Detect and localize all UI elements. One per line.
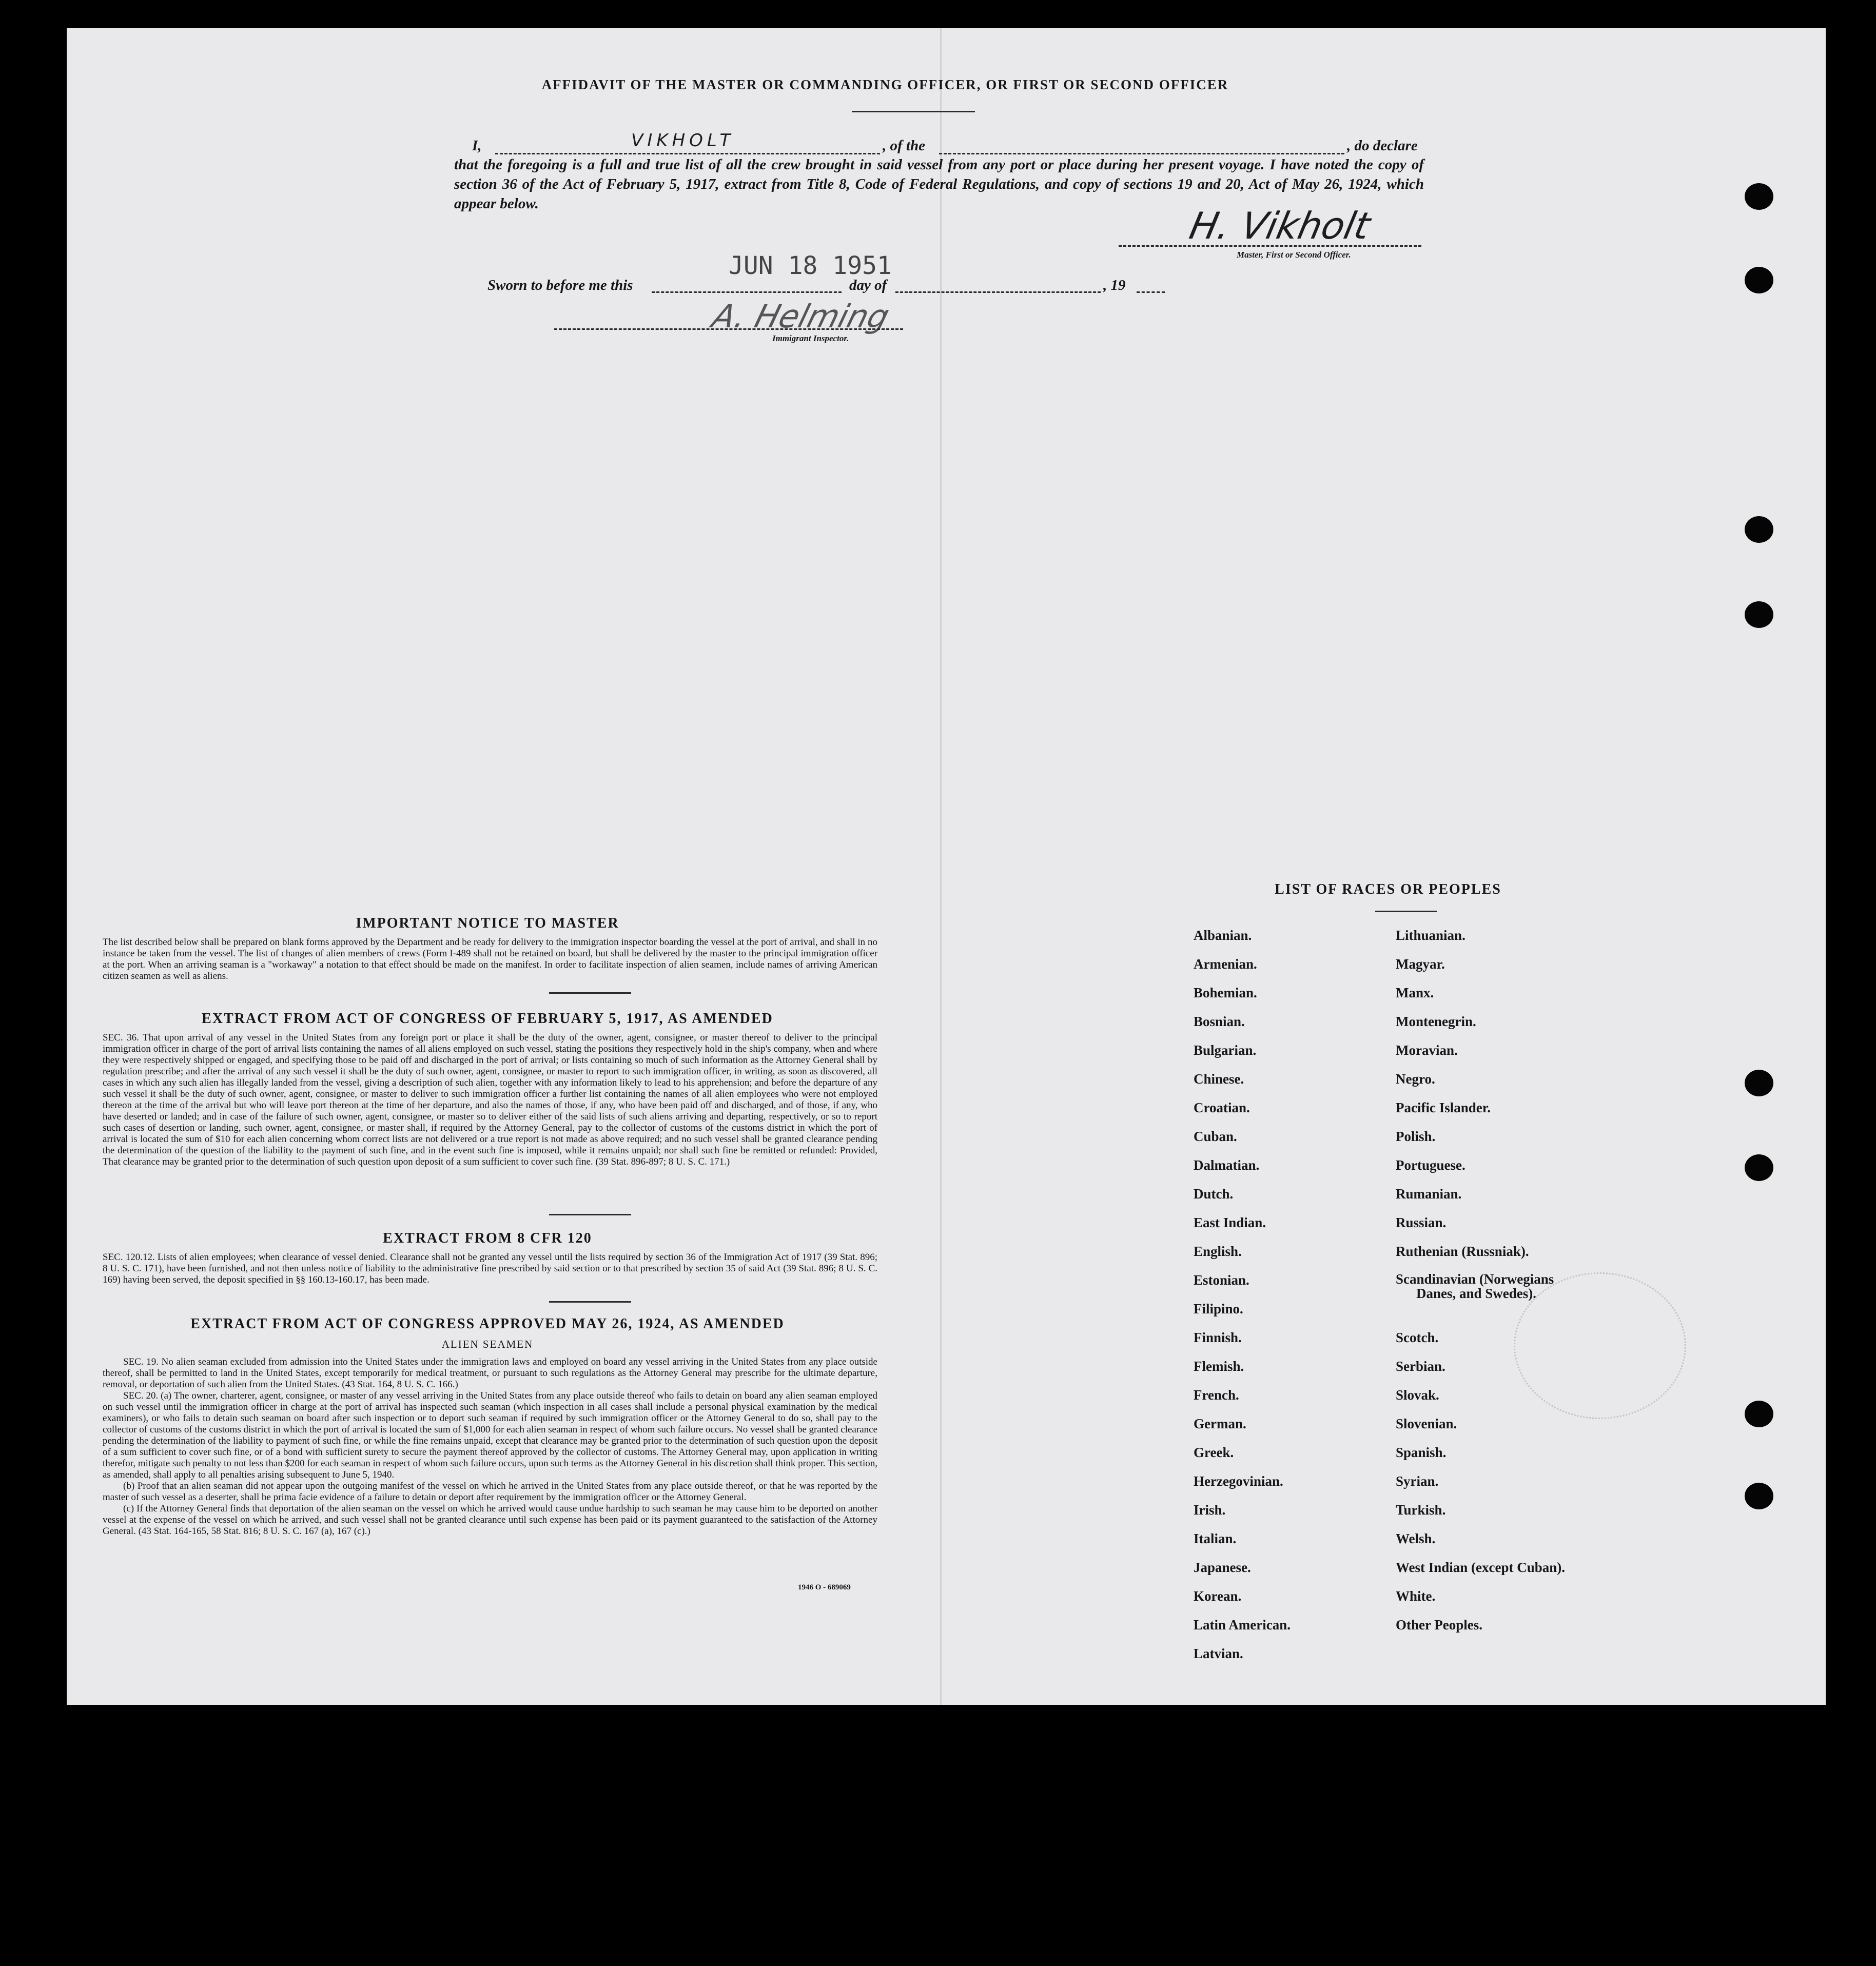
master-signature: H. Vikholt [1186, 204, 1374, 247]
declarant-prefix: I, [472, 137, 482, 154]
extract-1917-title: EXTRACT FROM ACT OF CONGRESS OF FEBRUARY 5, 1917, AS AMENDED [202, 1011, 773, 1027]
race-item: Latin American. [1194, 1617, 1291, 1633]
race-item: Bohemian. [1194, 985, 1257, 1000]
signature-caption: Master, First or Second Officer. [1237, 250, 1351, 260]
declarant-line [495, 153, 880, 154]
punch-hole [1745, 1483, 1773, 1509]
signature-line [1119, 245, 1421, 247]
sworn-month-line [895, 291, 1101, 293]
race-item: Herzegovinian. [1194, 1473, 1283, 1489]
punch-hole [1745, 516, 1773, 543]
race-item: French. [1194, 1387, 1239, 1403]
punch-hole [1745, 601, 1773, 628]
race-item: Bulgarian. [1194, 1043, 1257, 1058]
section-20a-text: SEC. 20. (a) The owner, charterer, agent, consignee, or master of any vessel arriving in the United States from any place outside thereof who fails to detain on board any alien seaman employed on such vessel until the immigration officer in charge at the port of arrival has inspected such seaman (which inspection in all cases shall include a personal physical examination by the medical examiners), or who fails to detain such seaman on board after such inspection or to deport such seaman if required by such immigration officer or the Attorney General to do so, shall pay to the collector of customs of the customs district in which the port of arrival is located the sum of $1,000 for each alien seaman in respect of whom such failure occurs. No vessel shall be granted clearance pending the determination of the liability to payment of such fine, or while the fine remains unpaid, except that clearance may be granted prior to the determination of such question upon the deposit of a sum sufficient to cover such fine, or of a bond with sufficient surety to secure the payment thereof approved by the collector of customs. The Attorney General may, upon application in writing therefor, mitigate such penalty to not less than $200 for each seaman in respect of whom such failure occurs, upon such terms as the Attorney General in his discretion shall think proper. This section, as amended, shall apply to all penalties arising subsequent to June 5, 1940. [103, 1390, 877, 1480]
inspector-caption: Immigrant Inspector. [772, 333, 849, 343]
race-item: Spanish. [1396, 1445, 1447, 1460]
race-item: Filipino. [1194, 1301, 1243, 1316]
race-item: Finnish. [1194, 1330, 1242, 1345]
race-item: Manx. [1396, 985, 1434, 1000]
race-item: East Indian. [1194, 1215, 1266, 1230]
race-item: Cuban. [1194, 1129, 1237, 1144]
inspector-signature: A. Helming [708, 298, 894, 335]
of-the-label: , of the [883, 137, 925, 154]
race-item: Korean. [1194, 1588, 1242, 1604]
race-item: Scandinavian (Norwegians [1396, 1271, 1554, 1287]
race-item: Rumanian. [1396, 1186, 1462, 1202]
race-item: Russian. [1396, 1215, 1447, 1230]
extract-cfr-body: SEC. 120.12. Lists of alien employees; when clearance of vessel denied. Clearance shall not be granted any vessel until the lists required by section 36 of the Immigration Act of 1917 (39 Stat. 896; 8 U. S. C. 171), have been furnished, and not then unless notice of liability to the administrative fine prescribed by said section or to that prescribed by section 35 of said Act (39 Stat. 896; 8 U. S. C. 169) having been served, the deposit specified in §§ 160.13-160.17, has been made. [103, 1252, 877, 1285]
vessel-line [939, 153, 1344, 154]
year-prefix: , 19 [1103, 277, 1126, 293]
race-item: Dutch. [1194, 1186, 1234, 1202]
race-item: Armenian. [1194, 956, 1257, 972]
race-item: Negro. [1396, 1071, 1435, 1087]
punch-hole [1745, 183, 1773, 210]
inspector-line [554, 328, 903, 330]
section-19-text: SEC. 19. No alien seaman excluded from admission into the United States under the immigration laws and employed on board any vessel arriving in the United States from any place outside thereof, shall be permitted to land in the United States, except temporarily for medical treatment, or pursuant to such regulations as the Attorney General may prescribe for the ultimate departure, removal, or deportation of such alien from the United States. (43 Stat. 164, 8 U. S. C. 166.) [103, 1356, 877, 1390]
race-item: English. [1194, 1244, 1242, 1259]
extract-1924-title: EXTRACT FROM ACT OF CONGRESS APPROVED MAY 26, 1924, AS AMENDED [190, 1316, 785, 1332]
punch-hole [1745, 1401, 1773, 1427]
race-item: Serbian. [1396, 1359, 1445, 1374]
races-rule [1375, 911, 1437, 912]
race-item: Irish. [1194, 1502, 1226, 1518]
section-20b-text: (b) Proof that an alien seaman did not appear upon the outgoing manifest of the vessel on which he arrived in the United States from any place outside thereof, or that he was reported by the master of such vessel as a deserter, shall be prima facie evidence of a failure to detain or deport after requirement by the immigration officer or the Attorney General. [103, 1481, 877, 1503]
race-item: Other Peoples. [1396, 1617, 1482, 1633]
race-item: Dalmatian. [1194, 1157, 1260, 1173]
race-item: Turkish. [1396, 1502, 1446, 1518]
race-item: Pacific Islander. [1396, 1100, 1491, 1115]
race-item: Polish. [1396, 1129, 1436, 1144]
extract-1917-body: SEC. 36. That upon arrival of any vessel in the United States from any foreign port or place it shall be the duty of the owner, agent, consignee, or master thereof to deliver to the principal immigration officer in charge of the port of arrival lists containing the names of all aliens employed on such vessel, stating the positions they respectively hold in the ship's company, when and where they were respectively shipped or engaged, and specifying those to be paid off and discharged in the port of arrival; or lists containing so much of such information as the Attorney General shall by regulation prescribe; and after the arrival of any such vessel it shall be the duty of such owner, agent, consignee, or master to report to such immigration officer, in writing, as soon as discovered, all cases in which any such alien has illegally landed from the vessel, giving a description of such alien, together with any information likely to lead to his apprehension; and before the departure of any such vessel it shall be the duty of such owner, agent, consignee, or master to deliver to such immigration officer a further list containing the names of all alien employees who were not employed thereon at the time of the arrival but who will leave port thereon at the time of her departure, and also the names of those, if any, who have been paid off and discharged, and of those, if any, who have deserted or landed; and in case of the failure of such owner, agent, consignee, or master so to deliver either of the said lists of such aliens arriving and departing, respectively, or so to report such cases of desertion or landing, such owner, agent, consignee, or master shall, if required by the Attorney General, pay to the collector of customs of the customs district in which the port of arrival is located the sum of $10 for each alien concerning whom correct lists are not delivered or a true report is not made as above required; and no such vessel shall be granted clearance pending the determination of the question of the liability to the payment of such fine, and in the event such fine is imposed, while it remains unpaid; nor shall such fine be remitted or refunded: Provided, That clearance may be granted prior to the determination of such question upon deposit of a sum sufficient to cover such fine. (39 Stat. 896-897; 8 U. S. C. 171.) [103, 1032, 877, 1167]
race-item: Slovak. [1396, 1387, 1439, 1403]
race-item: Croatian. [1194, 1100, 1250, 1115]
race-item: Greek. [1194, 1445, 1234, 1460]
page-fold [940, 28, 942, 1705]
races-title: LIST OF RACES OR PEOPLES [1275, 881, 1501, 897]
race-item: Moravian. [1396, 1043, 1458, 1058]
notice-rule [549, 992, 631, 994]
race-item: Italian. [1194, 1531, 1237, 1546]
race-item: Magyar. [1396, 956, 1445, 972]
race-item: Portuguese. [1396, 1157, 1465, 1173]
race-item: Ruthenian (Russniak). [1396, 1244, 1529, 1259]
race-item: Chinese. [1194, 1071, 1244, 1087]
race-item: Latvian. [1194, 1646, 1243, 1661]
race-item: Scotch. [1396, 1330, 1439, 1345]
race-item: West Indian (except Cuban). [1396, 1560, 1566, 1575]
punch-hole [1745, 267, 1773, 293]
race-item: Slovenian. [1396, 1416, 1457, 1431]
day-of-label: day of [849, 277, 887, 293]
date-stamp: JUN 18 1951 [729, 251, 892, 280]
race-item: Montenegrin. [1396, 1014, 1476, 1029]
sworn-day-line [652, 291, 842, 293]
extract-1917-rule [549, 1214, 631, 1215]
punch-hole [1745, 1154, 1773, 1181]
race-item: Albanian. [1194, 928, 1252, 943]
do-declare-label: , do declare [1347, 137, 1418, 154]
race-item: Welsh. [1396, 1531, 1436, 1546]
race-item: Estonian. [1194, 1272, 1249, 1288]
race-item: Syrian. [1396, 1473, 1439, 1489]
title-rule [852, 111, 975, 112]
race-item: Bosnian. [1194, 1014, 1245, 1029]
punch-hole [1745, 1070, 1773, 1096]
race-item: German. [1194, 1416, 1246, 1431]
print-code: 1946 O - 689069 [798, 1583, 851, 1591]
notice-title: IMPORTANT NOTICE TO MASTER [356, 915, 619, 931]
extract-1924-body [103, 1356, 877, 1537]
notice-body: The list described below shall be prepared on blank forms approved by the Department and be ready for delivery to the immigration inspector boarding the vessel at the port of arrival, and shall in no instance be taken from the vessel. The list of changes of alien members of crews (Form I-489 shall not be retained on board, but shall be delivered by the master to the principal immigration officer at the port. When an arriving seaman is a "workaway" a notation to that effect should be made on the manifest. In order to facilitate inspection of alien seamen, include names of arriving American citizen seamen as well as aliens. [103, 937, 877, 981]
affidavit-body: that the foregoing is a full and true list of all the crew brought in said vessel from any port or place during her present voyage. I have noted the copy of section 36 of the Act of February 5, 1917, extract from Title 8, Code of Federal Regulations, and copy of sections 19 and 20, Act of May 26, 1924, which appear below. [454, 156, 1424, 212]
race-item: White. [1396, 1588, 1436, 1604]
section-20c-text: (c) If the Attorney General finds that deportation of the alien seaman on the vessel on which he arrived would cause undue hardship to such seaman he may cause him to be deported on another vessel at the expense of the vessel on which he arrived, and such vessel shall not be granted clearance until such expense has been paid or its payment guaranteed to the satisfaction of the Attorney General. (43 Stat. 164-165, 58 Stat. 816; 8 U. S. C. 167 (a), 167 (c).) [103, 1503, 877, 1537]
race-item: Lithuanian. [1396, 928, 1465, 943]
faded-seal-stamp [1514, 1272, 1686, 1419]
extract-cfr-rule [549, 1301, 631, 1303]
year-line [1137, 291, 1165, 293]
race-item: Japanese. [1194, 1560, 1251, 1575]
declarant-name: VIKHOLT [631, 130, 735, 151]
extract-1924-subtitle: ALIEN SEAMEN [441, 1338, 534, 1350]
race-item: Flemish. [1194, 1359, 1244, 1374]
race-item: Danes, and Swedes). [1416, 1286, 1537, 1301]
extract-cfr-title: EXTRACT FROM 8 CFR 120 [383, 1230, 592, 1246]
sworn-label: Sworn to before me this [487, 277, 633, 293]
affidavit-title: AFFIDAVIT OF THE MASTER OR COMMANDING OFFICER, OR FIRST OR SECOND OFFICER [541, 77, 1229, 92]
